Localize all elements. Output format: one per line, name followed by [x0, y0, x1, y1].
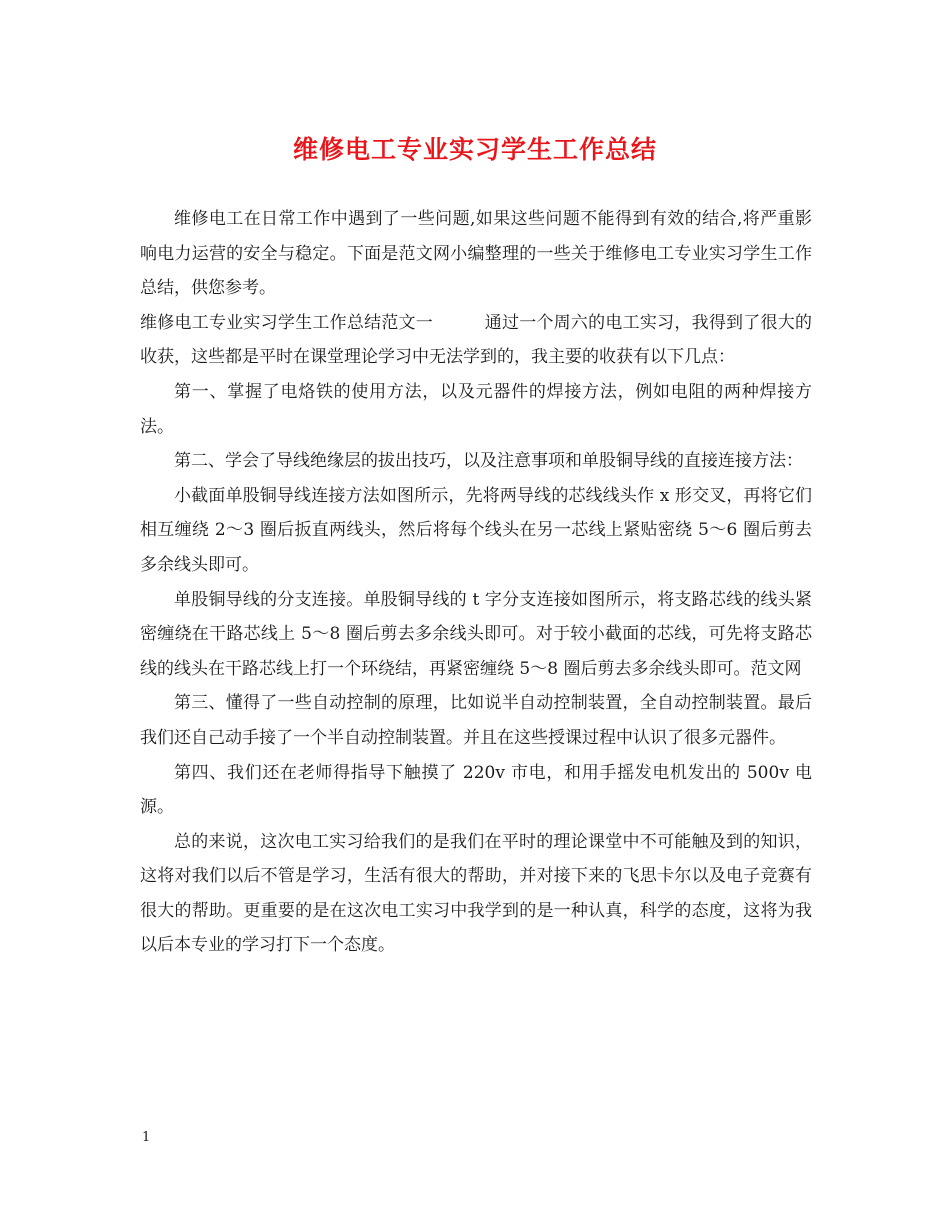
document-body: [140, 202, 812, 963]
paragraph-point-one: 第一、掌握了电烙铁的使用方法，以及元器件的焊接方法，例如电阻的两种焊接方法。: [140, 381, 812, 437]
paragraph-section-heading: 维修电工专业实习学生工作总结范文一 通过一个周六的电工实习，我得到了很大的收获，这些都是平时在课堂理论学习中无法学到的，我主要的收获有以下几点：: [140, 312, 812, 368]
paragraph-branch-connection: 单股铜导线的分支连接。单股铜导线的 t 字分支连接如图所示，将支路芯线的线头紧密缠绕在干路芯线上 5～8 圈后剪去多余线头即可。对于较小截面的芯线，可先将支路芯线的线头在干路芯线上打一个环绕结，再紧密缠绕 5～8 圈后剪去多余线头即可。范文网: [140, 589, 812, 679]
document-title: 维修电工专业实习学生工作总结: [292, 135, 657, 164]
paragraph-point-two: 第二、学会了导线绝缘层的拔出技巧，以及注意事项和单股铜导线的直接连接方法：: [174, 451, 803, 472]
paragraph-point-three: 第三、懂得了一些自动控制的原理，比如说半自动控制装置，全自动控制装置。最后我们还自己动手接了一个半自动控制装置。并且在这些授课过程中认识了很多元器件。: [140, 693, 812, 748]
paragraph-point-four: 第四、我们还在老师得指导下触摸了 220v 市电，和用手摇发电机发出的 500v 电源。: [140, 762, 812, 818]
paragraph-intro: 维修电工在日常工作中遇到了一些问题,如果这些问题不能得到有效的结合,将严重影响电力运营的安全与稳定。下面是范文网小编整理的一些关于维修电工专业实习学生工作总结，供您参考。: [140, 209, 812, 299]
page-number: 1: [142, 1130, 151, 1145]
paragraph-small-section-wire: 小截面单股铜导线连接方法如图所示，先将两导线的芯线线头作 x 形交叉，再将它们相互缠绕 2～3 圈后扳直两线头，然后将每个线头在另一芯线上紧贴密绕 5～6 圈后剪去多余线头即可。: [140, 485, 812, 575]
paragraph-summary: 总的来说，这次电工实习给我们的是我们在平时的理论课堂中不可能触及到的知识，这将对我们以后不管是学习，生活有很大的帮助，并对接下来的飞思卡尔以及电子竞赛有很大的帮助。更重要的是在这次电工实习中我学到的是一种认真，科学的态度，这将为我以后本专业的学习打下一个态度。: [140, 831, 812, 956]
